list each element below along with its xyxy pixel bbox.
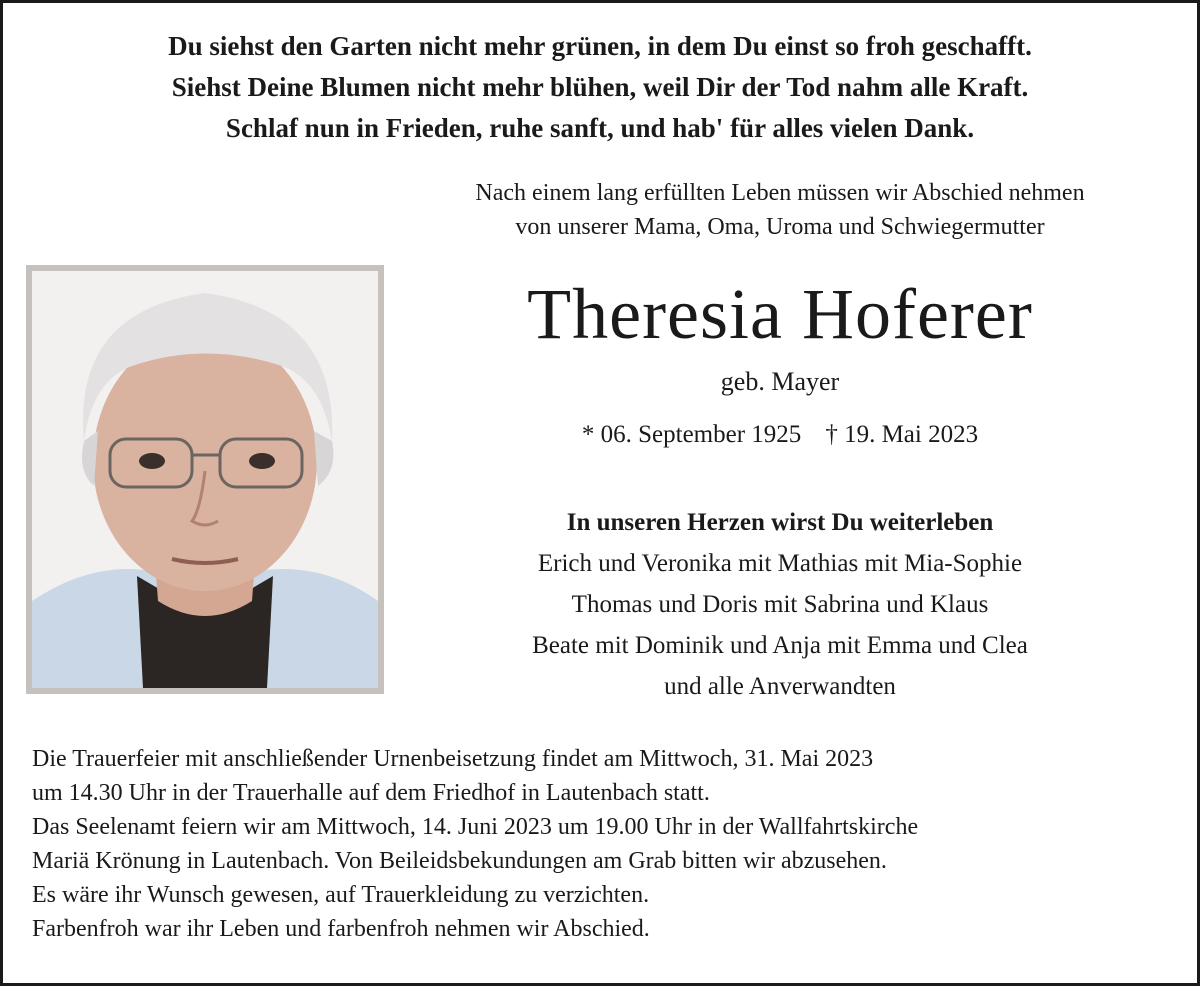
funeral-line: Farbenfroh war ihr Leben und farbenfroh nehmen wir Abschied. bbox=[32, 916, 650, 942]
birth-date: * 06. September 1925 bbox=[581, 421, 802, 448]
memorial-verse bbox=[20, 26, 1180, 149]
funeral-line: um 14.30 Uhr in der Trauerhalle auf dem Friedhof in Lautenbach statt. bbox=[32, 780, 710, 806]
family-list bbox=[380, 502, 1180, 707]
funeral-details bbox=[32, 742, 1182, 946]
funeral-line: Die Trauerfeier mit anschließender Urnenbeisetzung findet am Mittwoch, 31. Mai 2023 bbox=[32, 746, 874, 772]
funeral-line: Es wäre ihr Wunsch gewesen, auf Trauerkleidung zu verzichten. bbox=[32, 882, 650, 908]
intro-line: von unserer Mama, Oma, Uroma und Schwiegermutter bbox=[515, 214, 1045, 240]
verse-line: Schlaf nun in Frieden, ruhe sanft, und hab' für alles vielen Dank. bbox=[225, 113, 975, 143]
life-dates bbox=[380, 418, 1180, 452]
family-heading: In unseren Herzen wirst Du weiterleben bbox=[566, 509, 994, 536]
funeral-line: Das Seelenamt feiern wir am Mittwoch, 14. Juni 2023 um 19.00 Uhr in der Wallfahrtskirche bbox=[32, 814, 919, 840]
portrait-image bbox=[32, 271, 378, 688]
portrait-photo bbox=[26, 265, 384, 694]
verse-line: Siehst Deine Blumen nicht mehr blühen, weil Dir der Tod nahm alle Kraft. bbox=[171, 72, 1029, 102]
family-line: und alle Anverwandten bbox=[664, 673, 896, 700]
death-date: † 19. Mai 2023 bbox=[825, 421, 979, 448]
maiden-name: geb. Mayer bbox=[720, 367, 840, 396]
funeral-line: Mariä Krönung in Lautenbach. Von Beileidsbekundungen am Grab bitten wir abzusehen. bbox=[32, 848, 887, 874]
family-line: Thomas und Doris mit Sabrina und Klaus bbox=[571, 591, 989, 618]
farewell-intro bbox=[380, 176, 1180, 244]
deceased-name: Theresia Hoferer bbox=[527, 274, 1033, 354]
family-line: Erich und Veronika mit Mathias mit Mia-Sophie bbox=[537, 550, 1023, 577]
family-line: Beate mit Dominik und Anja mit Emma und Clea bbox=[532, 632, 1028, 659]
verse-line: Du siehst den Garten nicht mehr grünen, in dem Du einst so froh geschafft. bbox=[168, 31, 1032, 61]
intro-line: Nach einem lang erfüllten Leben müssen wir Abschied nehmen bbox=[475, 180, 1085, 206]
